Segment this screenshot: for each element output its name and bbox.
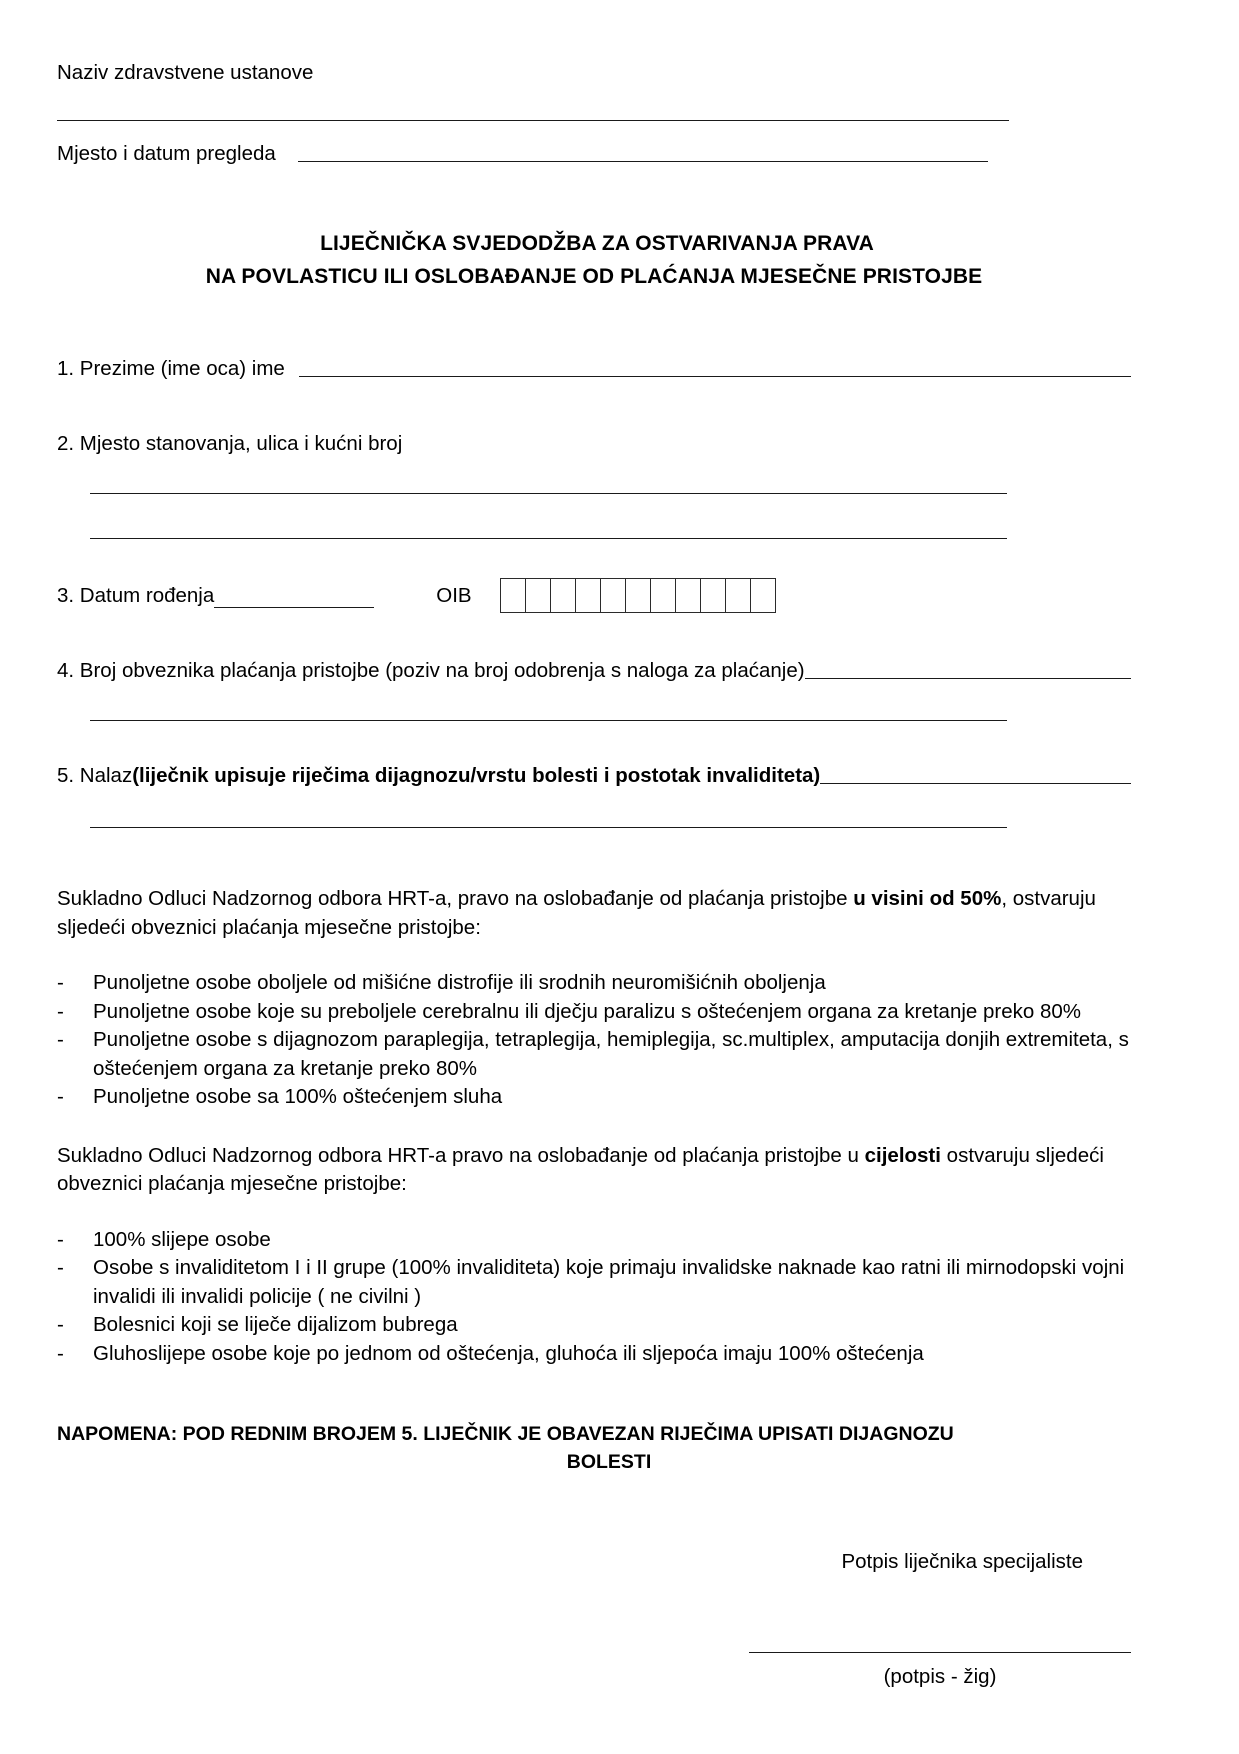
item-4-label: 4. Broj obveznika plaćanja pristojbe (poziv na broj odobrenja s naloga za plaćanje)	[57, 659, 805, 682]
item-2-write-line-2[interactable]	[90, 538, 1007, 539]
item-2-write-line-1[interactable]	[90, 493, 1007, 494]
signature-write-line[interactable]	[749, 1652, 1131, 1653]
institution-field	[57, 60, 1131, 86]
oib-cell[interactable]	[551, 579, 576, 612]
bullet-list-full-exemption	[57, 1226, 1131, 1369]
list-item	[57, 969, 1131, 998]
item-5-write-line-2[interactable]	[90, 827, 1007, 828]
title-line-2: NA POVLASTICU ILI OSLOBAĐANJE OD PLAĆANJA MJESEČNE PRISTOJBE	[205, 265, 983, 288]
paragraph-2-text-a: Sukladno Odluci Nadzornog odbora HRT-a pravo na oslobađanje od plaćanja pristojbe u	[57, 1143, 865, 1167]
list-item	[57, 1026, 1131, 1083]
form-item-5	[57, 762, 1131, 828]
item-5-write-line-1[interactable]	[820, 783, 1131, 784]
place-date-field	[57, 141, 1131, 167]
birth-date-write-line[interactable]	[214, 607, 374, 608]
napomena-line-1: NAPOMENA: POD REDNIM BROJEM 5. LIJEČNIK JE OBAVEZAN RIJEČIMA UPISATI DIJAGNOZU	[57, 1423, 954, 1445]
form-item-3	[57, 578, 1131, 613]
institution-write-line[interactable]	[57, 120, 1009, 121]
form-item-1	[57, 355, 1131, 382]
oib-cell[interactable]	[701, 579, 726, 612]
list-item	[57, 1226, 1131, 1255]
title-line-1: LIJEČNIČKA SVJEDODŽBA ZA OSTVARIVANJA PRAVA	[320, 232, 874, 255]
item-4-write-line-2[interactable]	[90, 720, 1007, 721]
item-4-write-line-1[interactable]	[805, 678, 1131, 679]
list-item-text: 100% slijepe osobe	[93, 1227, 271, 1251]
paragraph-1	[57, 885, 1131, 942]
napomena-line-2: BOLESTI	[566, 1451, 652, 1473]
paragraph-1-text-b: , ostvaruju sljedeći obveznici plaćanja mjesečne pristojbe:	[57, 887, 1096, 939]
bullet-list-half-exemption	[57, 969, 1131, 1112]
item-2-label: 2. Mjesto stanovanja, ulica i kućni broj	[57, 432, 403, 455]
paragraph-2-text-b: ostvaruju sljedeći obveznici plaćanja mjesečne pristojbe:	[57, 1143, 1104, 1195]
oib-cell[interactable]	[526, 579, 551, 612]
oib-cell[interactable]	[676, 579, 701, 612]
signature-caption: (potpis - žig)	[883, 1665, 997, 1688]
oib-cell[interactable]	[576, 579, 601, 612]
institution-label: Naziv zdravstvene ustanove	[57, 61, 314, 84]
oib-cell[interactable]	[726, 579, 751, 612]
body-text	[57, 885, 1131, 1368]
napomena-note	[57, 1420, 1131, 1476]
list-item-text: Osobe s invaliditetom I i II grupe (100% invaliditeta) koje primaju invalidske naknade kao ratni ili mirnodopski vojni invalidi ili invalidi policije ( ne civilni )	[93, 1256, 1125, 1308]
list-item-text: Bolesnici koji se liječe dijalizom bubrega	[93, 1313, 458, 1336]
oib-label: OIB	[436, 584, 472, 607]
place-date-write-line[interactable]	[298, 161, 988, 162]
signature-label: Potpis liječnika specijaliste	[841, 1550, 1083, 1573]
list-item-text: Punoljetne osobe koje su preboljele cerebralnu ili dječju paralizu s oštećenjem organa za kretanje preko 80%	[93, 999, 1082, 1023]
item-1-write-line[interactable]	[299, 376, 1131, 377]
oib-cell[interactable]	[626, 579, 651, 612]
list-item-text: Gluhoslijepe osobe koje po jednom od oštećenja, gluhoća ili sljepoća imaju 100% oštećenja	[93, 1341, 924, 1365]
list-item-text: Punoljetne osobe sa 100% oštećenjem sluha	[93, 1085, 503, 1108]
form-item-4	[57, 657, 1131, 721]
item-5-label-bold: (liječnik upisuje riječima dijagnozu/vrstu bolesti i postotak invaliditeta)	[132, 764, 821, 787]
list-item-text: Punoljetne osobe s dijagnozom paraplegija, tetraplegija, hemiplegija, sc.multiplex, amputacija donjih extremiteta, s oštećenjem organa za kretanje preko 80%	[93, 1028, 1129, 1080]
oib-cell[interactable]	[601, 579, 626, 612]
form-items	[57, 355, 1131, 828]
item-5-label-plain: 5. Nalaz	[57, 764, 133, 787]
list-item	[57, 1340, 1131, 1369]
place-date-label: Mjesto i datum pregleda	[57, 142, 276, 165]
oib-cell[interactable]	[501, 579, 526, 612]
list-item	[57, 1254, 1131, 1311]
paragraph-1-text-a: Sukladno Odluci Nadzornog odbora HRT-a, pravo na oslobađanje od plaćanja pristojbe	[57, 887, 854, 910]
list-item	[57, 998, 1131, 1027]
item-3-label: 3. Datum rođenja	[57, 584, 215, 607]
paragraph-2-bold: cijelosti	[864, 1143, 941, 1167]
oib-cell[interactable]	[651, 579, 676, 612]
paragraph-2	[57, 1142, 1131, 1199]
form-item-2	[57, 430, 1131, 539]
paragraph-1-bold-1: u visini	[853, 887, 924, 910]
paragraph-1-bold-2: od 50%	[929, 887, 1002, 910]
list-item	[57, 1311, 1131, 1340]
item-1-label: 1. Prezime (ime oca) ime	[57, 357, 285, 380]
list-item-text: Punoljetne osobe oboljele od mišićne distrofije ili srodnih neuromišićnih oboljenja	[93, 971, 826, 994]
document-title	[57, 227, 1131, 293]
oib-cell[interactable]	[751, 579, 776, 612]
oib-input-grid[interactable]	[500, 578, 776, 613]
list-item	[57, 1083, 1131, 1112]
